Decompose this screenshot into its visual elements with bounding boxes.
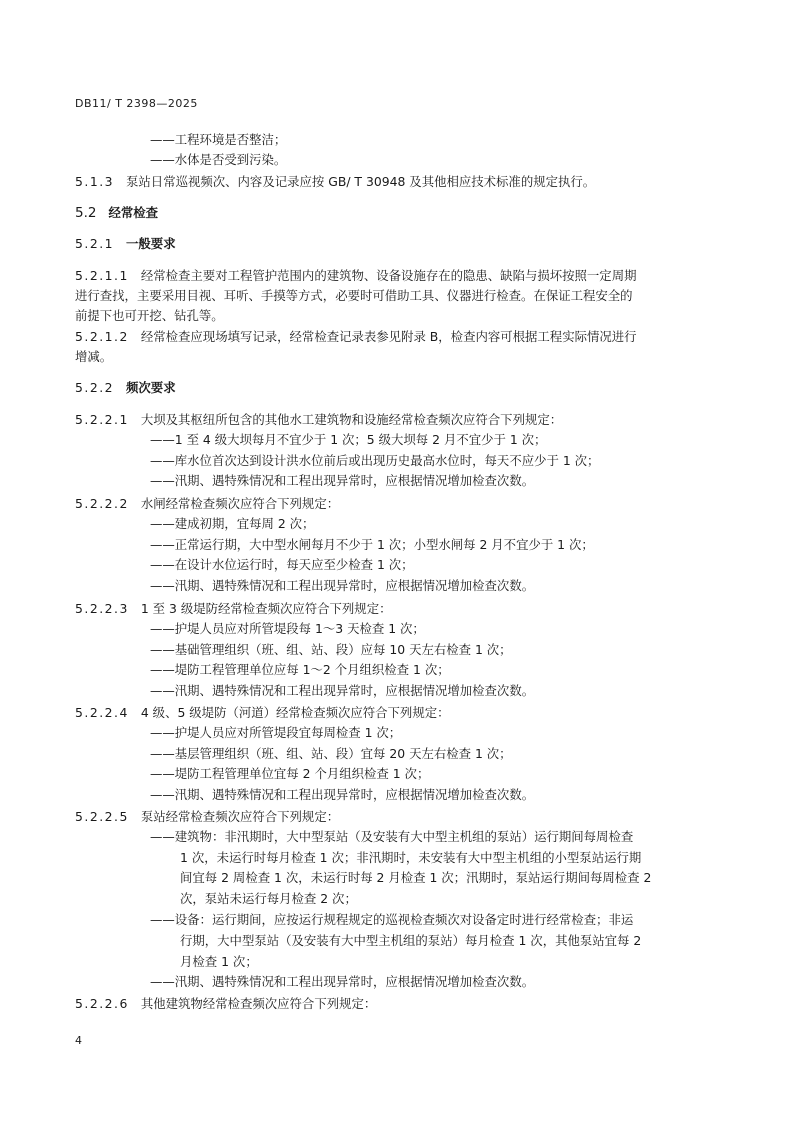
paragraph-line: 进行查找，主要采用目视、耳听、手摸等方式，必要时可借助工具、仪器进行检查。在保证工程安全的: [75, 288, 633, 303]
clause-5-1-3: [75, 174, 595, 190]
clause-number: 5.2.2.4: [75, 705, 129, 720]
clause-number: 5.2.1.2: [75, 329, 129, 344]
page-number: 4: [75, 1034, 82, 1047]
list-item-continuation: 间宜每 2 周检查 1 次，未运行时每 2 月检查 1 次；汛期时，泵站运行期间每周检查 2: [180, 870, 652, 885]
section-heading-5-2: [75, 205, 158, 221]
list-item: ——正常运行期，大中型水闸每月不少于 1 次；小型水闸每 2 月不宜少于 1 次；: [150, 537, 594, 552]
list-item-continuation: 次，泵站未运行每月检查 2 次；: [180, 891, 357, 906]
clause-text: 其他建筑物经常检查频次应符合下列规定：: [140, 996, 377, 1011]
list-item: ——设备：运行期间，应按运行规程规定的巡视检查频次对设备定时进行经常检查；非运: [150, 912, 634, 927]
list-item-continuation: 月检查 1 次；: [180, 954, 258, 969]
clause-number: 5.2.2.5: [75, 809, 129, 824]
clause-5-2-1-1: [75, 268, 636, 284]
list-item: ——汛期、遇特殊情况和工程出现异常时，应根据情况增加检查次数。: [150, 787, 535, 802]
clause-text: 经常检查应现场填写记录，经常检查记录表参见附录 B，检查内容可根据工程实际情况进行: [140, 329, 637, 344]
clause-5-2-2-4: [75, 705, 450, 721]
subsection-title: 频次要求: [126, 380, 176, 395]
clause-5-2-2-5: [75, 809, 339, 825]
clause-number: 5.2.2.1: [75, 412, 129, 427]
list-item: ——1 至 4 级大坝每月不宜少于 1 次；5 级大坝每 2 月不宜少于 1 次；: [150, 432, 547, 447]
subsection-heading-5-2-1: [75, 236, 176, 252]
list-item: ——堤防工程管理单位宜每 2 个月组织检查 1 次；: [150, 766, 430, 781]
list-item: ——在设计水位运行时，每天应至少检查 1 次；: [150, 557, 414, 572]
subsection-number: 5.2.2: [75, 380, 115, 395]
list-item: ——水体是否受到污染。: [150, 152, 287, 167]
clause-number: 5.2.2.6: [75, 996, 129, 1011]
list-item: ——护堤人员应对所管堤段宜每周检查 1 次；: [150, 725, 402, 740]
clause-5-2-2-3: [75, 601, 391, 617]
paragraph-line: 增减。: [75, 349, 113, 364]
list-item: ——汛期、遇特殊情况和工程出现异常时，应根据情况增加检查次数。: [150, 683, 535, 698]
clause-number: 5.2.2.2: [75, 496, 129, 511]
list-item: ——基层管理组织（班、组、站、段）宜每 20 天左右检查 1 次；: [150, 746, 512, 761]
list-item: ——建筑物：非汛期时，大中型泵站（及安装有大中型主机组的泵站）运行期间每周检查: [150, 829, 634, 844]
list-item-continuation: 1 次，未运行时每月检查 1 次；非汛期时，未安装有大中型主机组的小型泵站运行期: [180, 850, 642, 865]
list-item: ——护堤人员应对所管堤段每 1～3 天检查 1 次；: [150, 621, 425, 636]
clause-text: 经常检查主要对工程管护范围内的建筑物、设备设施存在的隐患、缺陷与损坏按照一定周期: [140, 268, 637, 283]
list-item: ——堤防工程管理单位应每 1～2 个月组织检查 1 次；: [150, 662, 450, 677]
clause-text: 泵站日常巡视频次、内容及记录应按 GB/ T 30948 及其他相应技术标准的规定执行。: [126, 174, 596, 189]
clause-5-2-2-2: [75, 496, 339, 512]
document-header: DB11/ T 2398—2025: [75, 97, 198, 110]
list-item-continuation: 行期，大中型泵站（及安装有大中型主机组的泵站）每月检查 1 次，其他泵站宜每 2: [180, 933, 642, 948]
list-item: ——建成初期，宜每周 2 次；: [150, 516, 315, 531]
clause-text: 大坝及其枢纽所包含的其他水工建筑物和设施经常检查频次应符合下列规定：: [140, 412, 563, 427]
list-item: ——工程环境是否整洁；: [150, 132, 287, 147]
clause-5-2-2-1: [75, 412, 562, 428]
list-item: ——汛期、遇特殊情况和工程出现异常时，应根据情况增加检查次数。: [150, 578, 535, 593]
clause-text: 水闸经常检查频次应符合下列规定：: [140, 496, 340, 511]
list-item: ——汛期、遇特殊情况和工程出现异常时，应根据情况增加检查次数。: [150, 974, 535, 989]
list-item: ——库水位首次达到设计洪水位前后或出现历史最高水位时，每天不应少于 1 次；: [150, 453, 600, 468]
subsection-number: 5.2.1: [75, 236, 115, 251]
subsection-title: 一般要求: [126, 236, 176, 251]
list-item: ——基础管理组织（班、组、站、段）应每 10 天左右检查 1 次；: [150, 642, 512, 657]
clause-text: 4 级、5 级堤防（河道）经常检查频次应符合下列规定：: [140, 705, 450, 720]
clause-number: 5.1.3: [75, 174, 115, 189]
section-number: 5.2: [75, 205, 97, 221]
section-title: 经常检查: [108, 205, 159, 220]
clause-number: 5.2.2.3: [75, 601, 129, 616]
clause-text: 泵站经常检查频次应符合下列规定：: [140, 809, 340, 824]
clause-number: 5.2.1.1: [75, 268, 129, 283]
subsection-heading-5-2-2: [75, 380, 176, 396]
list-item: ——汛期、遇特殊情况和工程出现异常时，应根据情况增加检查次数。: [150, 473, 535, 488]
clause-5-2-1-2: [75, 329, 637, 345]
paragraph-line: 前提下也可开挖、钻孔等。: [75, 308, 224, 323]
clause-text: 1 至 3 级堤防经常检查频次应符合下列规定：: [140, 601, 392, 616]
clause-5-2-2-6: [75, 996, 376, 1012]
